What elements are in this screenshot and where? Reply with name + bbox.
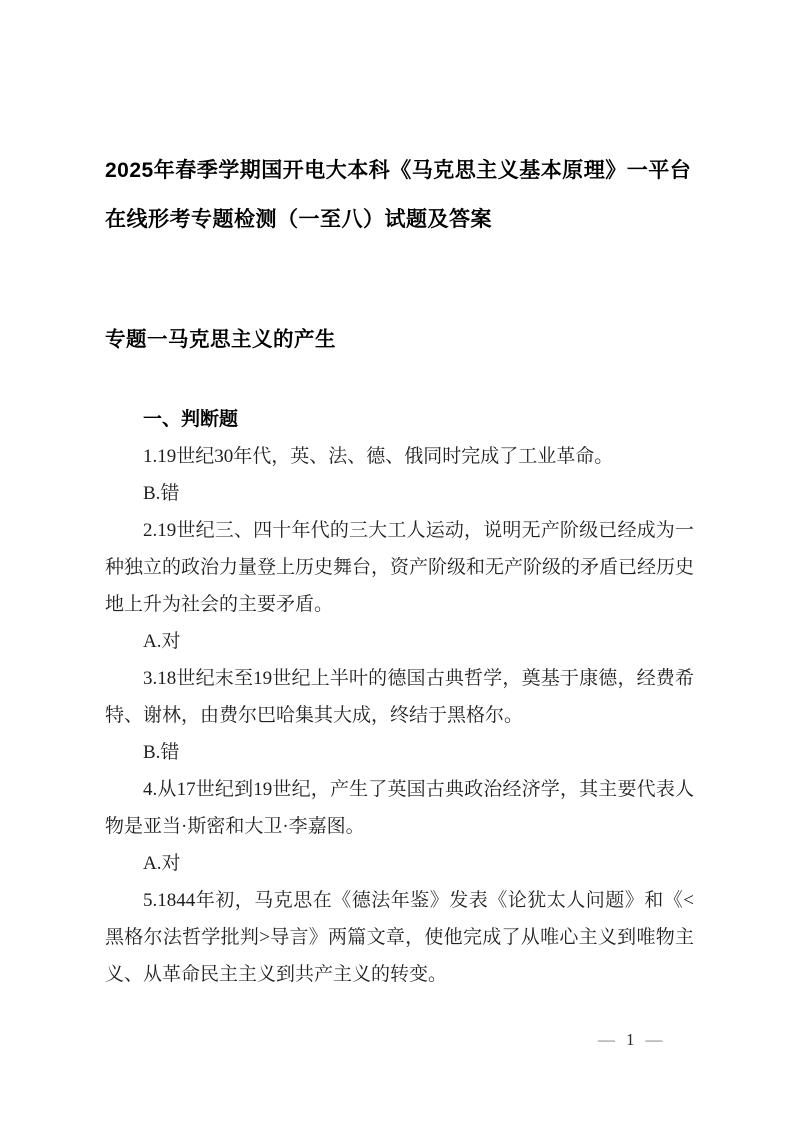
subsection-heading: 一、判断题 — [143, 409, 239, 430]
answer-2: A.对 — [143, 631, 181, 652]
question-4: 4.从17世纪到19世纪，产生了英国古典政治经济学，其主要代表人物是亚当·斯密和大卫·李嘉图。 — [105, 779, 694, 837]
question-3: 3.18世纪末至19世纪上半叶的德国古典哲学，奠基于康德，经费希特、谢林，由费尔巴哈集其大成，终结于黑格尔。 — [105, 668, 694, 726]
document-title-line-2: 在线形考专题检测（一至八）试题及答案 — [105, 208, 492, 231]
page-number-dash-left: — — [598, 1030, 615, 1049]
question-1: 1.19世纪30年代，英、法、德、俄同时完成了工业革命。 — [143, 446, 614, 467]
document-title — [105, 146, 694, 244]
section-heading: 专题一马克思主义的产生 — [105, 328, 336, 351]
page-number — [598, 1028, 663, 1052]
question-2: 2.19世纪三、四十年代的三大工人运动，说明无产阶级已经成为一种独立的政治力量登上历史舞台，资产阶级和无产阶级的矛盾已经历史地上升为社会的主要矛盾。 — [105, 520, 695, 615]
page-number-dash-right: — — [645, 1030, 663, 1049]
page-number-value: 1 — [626, 1030, 635, 1049]
document-title-line-1: 2025年春季学期国开电大本科《马克思主义基本原理》一平台 — [105, 159, 692, 182]
answer-3: B.错 — [143, 742, 180, 763]
answer-1: B.错 — [143, 483, 180, 504]
answer-4: A.对 — [143, 853, 181, 874]
question-5: 5.1844年初，马克思在《德法年鉴》发表《论犹太人问题》和《<黑格尔法哲学批判>导言》两篇文章，使他完成了从唯心主义到唯物主义、从革命民主主义到共产主义的转变。 — [105, 890, 694, 985]
